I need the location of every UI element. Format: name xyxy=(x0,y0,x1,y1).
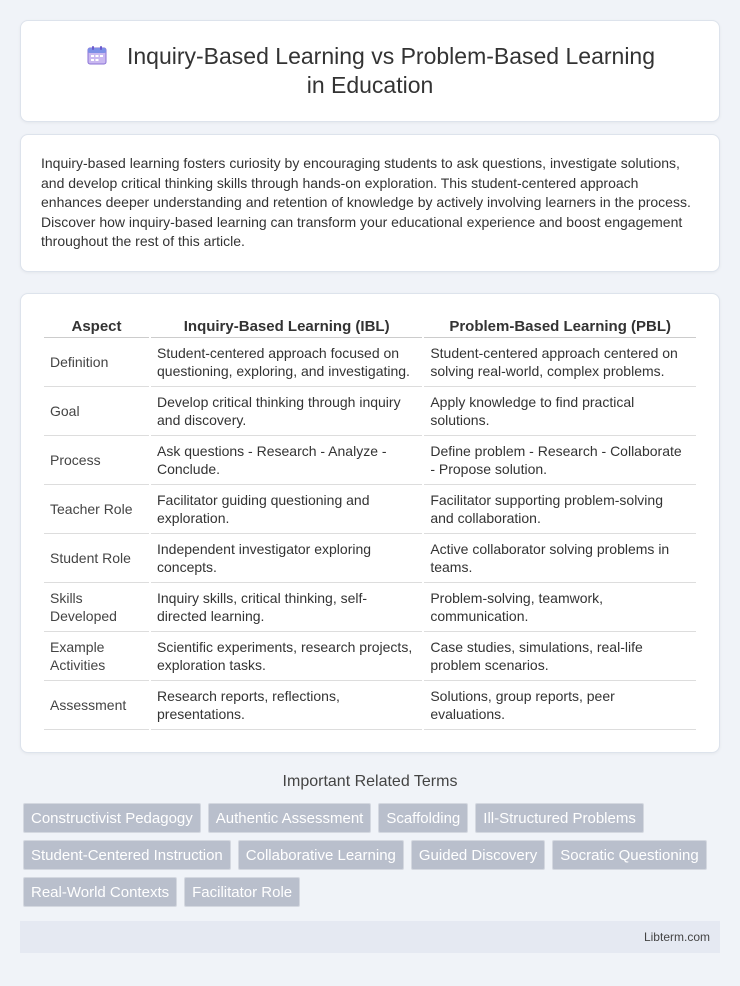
cell-ibl: Develop critical thinking through inquiry and discovery. xyxy=(151,389,422,436)
related-term-tag[interactable]: Constructivist Pedagogy xyxy=(23,803,201,833)
table-row xyxy=(44,536,696,583)
cell-aspect: Goal xyxy=(44,389,149,436)
intro-card xyxy=(20,134,720,272)
cell-aspect: Teacher Role xyxy=(44,487,149,534)
table-row xyxy=(44,634,696,681)
cell-aspect: Example Activities xyxy=(44,634,149,681)
cell-pbl: Case studies, simulations, real-life problem scenarios. xyxy=(424,634,696,681)
related-terms-list xyxy=(20,803,720,907)
related-term-tag[interactable]: Authentic Assessment xyxy=(208,803,372,833)
related-term-tag[interactable]: Facilitator Role xyxy=(184,877,300,907)
cell-ibl: Inquiry skills, critical thinking, self-directed learning. xyxy=(151,585,422,632)
cell-aspect: Skills Developed xyxy=(44,585,149,632)
footer xyxy=(20,921,720,953)
cell-pbl: Problem-solving, teamwork, communication. xyxy=(424,585,696,632)
comparison-table xyxy=(42,314,698,732)
cell-pbl: Facilitator supporting problem-solving and collaboration. xyxy=(424,487,696,534)
related-term-tag[interactable]: Scaffolding xyxy=(378,803,468,833)
cell-aspect: Definition xyxy=(44,340,149,387)
cell-pbl: Active collaborator solving problems in teams. xyxy=(424,536,696,583)
cell-ibl: Facilitator guiding questioning and exploration. xyxy=(151,487,422,534)
comparison-table-card xyxy=(20,293,720,753)
related-term-tag[interactable]: Real-World Contexts xyxy=(23,877,177,907)
table-row xyxy=(44,585,696,632)
cell-pbl: Define problem - Research - Collaborate - Propose solution. xyxy=(424,438,696,485)
header-pbl: Problem-Based Learning (PBL) xyxy=(424,316,696,338)
related-term-tag[interactable]: Collaborative Learning xyxy=(238,840,404,870)
intro-text: Inquiry-based learning fosters curiosity by encouraging students to ask questions, investigate solutions, and develop critical thinking skills through hands-on exploration. This student-centered approach enhances deeper understanding and retention of knowledge by actively involving learners in the process. Discover how inquiry-based learning can transform your educational experience and boost engagement throughout the rest of this article. xyxy=(41,155,691,250)
page-title xyxy=(81,42,659,100)
table-header-row xyxy=(44,316,696,338)
related-term-tag[interactable]: Student-Centered Instruction xyxy=(23,840,231,870)
related-terms-title: Important Related Terms xyxy=(282,773,458,790)
table-row xyxy=(44,389,696,436)
table-row xyxy=(44,487,696,534)
cell-ibl: Ask questions - Research - Analyze - Conclude. xyxy=(151,438,422,485)
related-term-tag[interactable]: Guided Discovery xyxy=(411,840,545,870)
cell-aspect: Process xyxy=(44,438,149,485)
cell-pbl: Apply knowledge to find practical solutions. xyxy=(424,389,696,436)
related-terms-section xyxy=(20,773,720,907)
header-aspect: Aspect xyxy=(44,316,149,338)
related-term-tag[interactable]: Socratic Questioning xyxy=(552,840,706,870)
cell-pbl: Solutions, group reports, peer evaluations. xyxy=(424,683,696,730)
cell-ibl: Research reports, reflections, presentations. xyxy=(151,683,422,730)
cell-aspect: Student Role xyxy=(44,536,149,583)
header-ibl: Inquiry-Based Learning (IBL) xyxy=(151,316,422,338)
calendar-icon xyxy=(85,43,109,67)
cell-pbl: Student-centered approach centered on solving real-world, complex problems. xyxy=(424,340,696,387)
table-row xyxy=(44,438,696,485)
title-card xyxy=(20,20,720,122)
cell-ibl: Student-centered approach focused on questioning, exploring, and investigating. xyxy=(151,340,422,387)
footer-brand[interactable]: Libterm.com xyxy=(643,930,710,944)
cell-aspect: Assessment xyxy=(44,683,149,730)
cell-ibl: Scientific experiments, research projects, exploration tasks. xyxy=(151,634,422,681)
table-row xyxy=(44,340,696,387)
cell-ibl: Independent investigator exploring concepts. xyxy=(151,536,422,583)
page-title-text: Inquiry-Based Learning vs Problem-Based Learning in Education xyxy=(126,43,656,98)
related-term-tag[interactable]: Ill-Structured Problems xyxy=(475,803,644,833)
table-row xyxy=(44,683,696,730)
